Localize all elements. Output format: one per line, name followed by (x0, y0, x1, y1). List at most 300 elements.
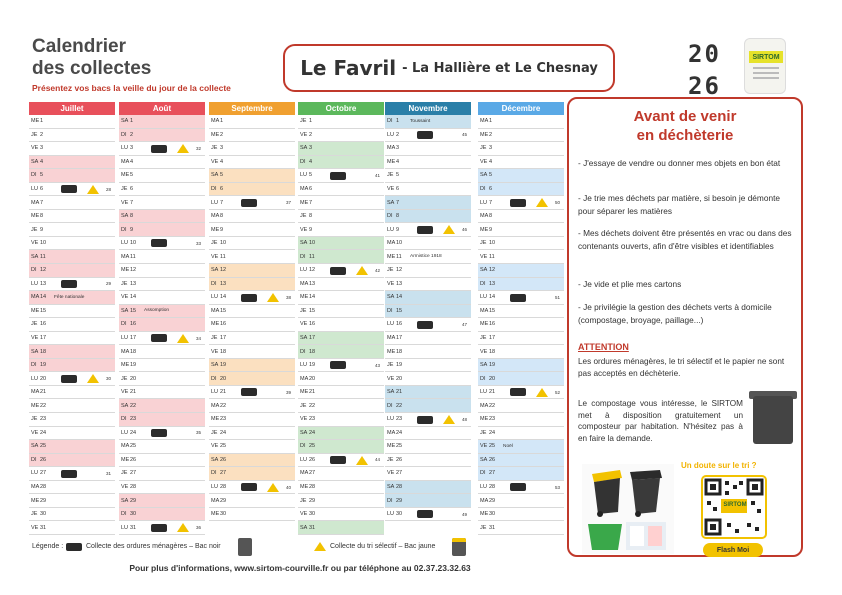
day-abbr: LU (31, 186, 39, 192)
day-abbr: DI (31, 172, 37, 179)
day-abbr: MA (31, 199, 40, 206)
day-abbr: VE (31, 145, 39, 152)
sirtom-logo-text: SIRTOM (749, 51, 783, 63)
day-row (209, 183, 295, 197)
holiday-label: Assomption (144, 308, 170, 314)
day-row (29, 223, 115, 237)
day-row (29, 169, 115, 183)
day-abbr: SA (480, 456, 488, 463)
day-number: 8 (220, 213, 224, 220)
day-number: 29 (40, 497, 47, 504)
day-abbr: SA (31, 158, 39, 165)
day-number: 9 (396, 226, 400, 233)
day-number: 8 (130, 213, 134, 220)
day-row (298, 386, 384, 400)
day-number: 23 (40, 416, 47, 423)
day-row (119, 399, 205, 413)
day-abbr: LU (480, 484, 488, 491)
day-row (478, 169, 564, 183)
day-number: 16 (309, 321, 316, 328)
day-abbr: SA (300, 145, 308, 152)
day-number: 3 (220, 145, 224, 152)
day-row (478, 223, 564, 237)
day-number: 29 (220, 497, 227, 504)
day-abbr: MA (211, 402, 220, 409)
day-abbr: MA (387, 335, 396, 342)
bin-icon (417, 510, 433, 518)
triangle-icon (267, 293, 279, 302)
day-row (29, 318, 115, 332)
day-row (119, 494, 205, 508)
bin-icon (66, 543, 82, 551)
day-abbr: VE (387, 280, 395, 287)
day-abbr: VE (121, 389, 129, 396)
day-row (209, 440, 295, 454)
day-row (29, 156, 115, 170)
day-abbr: JE (300, 118, 307, 125)
triangle-icon (356, 266, 368, 275)
day-number: 22 (220, 402, 227, 409)
day-number: 20 (309, 375, 316, 382)
day-abbr: VE (387, 186, 395, 192)
day-row (209, 454, 295, 468)
day-abbr: VE (480, 443, 488, 450)
day-number: 1 (309, 118, 313, 125)
day-row (385, 508, 471, 522)
day-row (298, 440, 384, 454)
day-row (29, 481, 115, 495)
triangle-icon (443, 415, 455, 424)
bin-icon (330, 267, 346, 275)
day-number: 18 (130, 348, 137, 355)
day-row (298, 156, 384, 170)
week-number: 52 (554, 389, 560, 395)
day-abbr: JE (211, 429, 218, 436)
day-row (209, 427, 295, 441)
week-number: 30 (105, 376, 111, 382)
day-number: 22 (130, 402, 137, 409)
day-row (298, 467, 384, 481)
day-number: 5 (130, 172, 134, 179)
day-row (385, 386, 471, 400)
day-row (385, 210, 471, 224)
triangle-icon (87, 374, 99, 383)
day-row (209, 142, 295, 156)
day-row (119, 264, 205, 278)
day-number: 17 (309, 335, 316, 342)
week-number: 36 (195, 525, 201, 531)
day-abbr: ME (121, 362, 130, 369)
month-header: Octobre (298, 102, 384, 115)
day-number: 24 (40, 429, 47, 436)
day-row (478, 332, 564, 346)
day-row (119, 210, 205, 224)
day-abbr: DI (300, 348, 306, 355)
day-abbr: JE (387, 362, 394, 369)
holiday-label: Fête nationale (54, 294, 85, 300)
day-number: 31 (309, 524, 316, 531)
day-abbr: MA (480, 497, 489, 504)
day-row (119, 291, 205, 305)
day-row (298, 372, 384, 386)
day-abbr: SA (121, 213, 129, 220)
day-row (209, 169, 295, 183)
day-abbr: JE (121, 186, 128, 192)
day-abbr: LU (211, 294, 219, 301)
day-row (209, 332, 295, 346)
day-number: 28 (40, 484, 47, 491)
day-abbr: ME (387, 158, 396, 165)
day-number: 4 (220, 158, 224, 165)
day-number: 25 (220, 443, 227, 450)
day-abbr: ME (387, 443, 396, 450)
commune-name: Le Favril (300, 56, 397, 80)
day-abbr: LU (31, 375, 39, 382)
day-number: 9 (40, 226, 44, 233)
day-row (119, 129, 205, 143)
day-row (119, 427, 205, 441)
triangle-icon (314, 542, 326, 551)
day-number: 16 (489, 321, 496, 328)
day-number: 25 (40, 443, 47, 450)
day-abbr: SA (480, 172, 488, 179)
day-abbr: MA (480, 213, 489, 220)
day-number: 8 (396, 213, 400, 220)
day-abbr: JE (480, 145, 487, 152)
day-number: 16 (396, 321, 403, 328)
day-number: 18 (309, 348, 316, 355)
day-row (478, 318, 564, 332)
day-row (385, 345, 471, 359)
day-number: 19 (489, 362, 496, 369)
day-abbr: DI (387, 118, 393, 125)
day-row (29, 305, 115, 319)
day-number: 11 (220, 253, 226, 260)
day-row (385, 115, 471, 129)
day-number: 17 (130, 335, 137, 342)
day-abbr: VE (121, 484, 129, 491)
day-abbr: MA (121, 253, 130, 260)
day-abbr: ME (31, 307, 40, 314)
day-abbr: DI (121, 511, 127, 518)
day-abbr: LU (121, 335, 129, 342)
day-row (385, 399, 471, 413)
day-row (478, 372, 564, 386)
day-row (385, 183, 471, 197)
bin-icon (417, 226, 433, 234)
day-abbr: SA (387, 484, 395, 491)
week-number: 33 (195, 240, 201, 246)
day-number: 15 (40, 307, 47, 314)
week-number: 48 (461, 416, 467, 422)
day-row (298, 291, 384, 305)
day-abbr: SA (211, 362, 219, 369)
day-abbr: VE (300, 511, 308, 518)
day-abbr: SA (480, 362, 488, 369)
day-abbr: VE (300, 131, 308, 138)
week-number: 53 (554, 484, 560, 490)
day-number: 1 (220, 118, 224, 125)
day-row (298, 318, 384, 332)
tip-item: - Mes déchets doivent être présentés en vrac ou dans des contenants ouverts, afin d'être visibles et identifiables (578, 228, 792, 251)
day-number: 21 (220, 389, 227, 396)
day-row (119, 223, 205, 237)
day-row (478, 413, 564, 427)
day-abbr: JE (480, 429, 487, 436)
day-number: 22 (396, 402, 403, 409)
day-row (298, 142, 384, 156)
doubt-title: Un doute sur le tri ? (681, 461, 757, 470)
day-abbr: LU (121, 524, 129, 531)
day-abbr: MA (31, 484, 40, 491)
day-abbr: LU (300, 267, 308, 274)
day-row (478, 508, 564, 522)
flash-button[interactable] (703, 543, 763, 557)
month-header: Août (119, 102, 205, 115)
day-abbr: SA (300, 429, 308, 436)
day-row (119, 440, 205, 454)
bin-icon (510, 294, 526, 302)
day-number: 28 (220, 484, 227, 491)
bin-icon (151, 524, 167, 532)
day-number: 30 (309, 511, 316, 518)
composter-image (753, 396, 793, 444)
day-row (385, 142, 471, 156)
day-number: 3 (396, 145, 400, 152)
day-number: 22 (309, 402, 316, 409)
tip-item: - J'essaye de vendre ou donner mes objets en bon état (578, 158, 781, 168)
day-abbr: ME (31, 402, 40, 409)
day-number: 26 (309, 456, 316, 463)
day-abbr: MA (121, 158, 130, 165)
day-row (385, 169, 471, 183)
tip-item: - Je trie mes déchets par matière, si besoin je démonte pour séparer les matières (578, 193, 780, 216)
day-abbr: LU (121, 429, 129, 436)
bin-icon (61, 375, 77, 383)
day-abbr: DI (121, 131, 127, 138)
day-abbr: LU (31, 470, 39, 477)
day-abbr: SA (300, 335, 308, 342)
day-row (29, 196, 115, 210)
day-row (119, 183, 205, 197)
day-abbr: LU (121, 145, 129, 152)
info-title (569, 107, 801, 145)
bin-icon (330, 361, 346, 369)
day-row (29, 372, 115, 386)
day-abbr: DI (31, 362, 37, 369)
triangle-icon (267, 483, 279, 492)
day-abbr: JE (31, 321, 38, 328)
bin-icon (330, 456, 346, 464)
day-number: 30 (396, 511, 403, 518)
commune-banner (283, 44, 615, 92)
day-abbr: DI (300, 253, 306, 260)
day-number: 14 (130, 294, 137, 301)
day-row (29, 332, 115, 346)
day-abbr: ME (211, 321, 220, 328)
day-abbr: ME (480, 131, 489, 138)
day-number: 21 (40, 389, 47, 396)
week-number: 40 (285, 484, 291, 490)
attention-text: Les ordures ménagères, le tri sélectif et le papier ne sont pas acceptés en déchèterie. (578, 357, 785, 378)
day-row (478, 467, 564, 481)
day-row (209, 345, 295, 359)
day-abbr: MA (211, 307, 220, 314)
day-row (29, 142, 115, 156)
day-number: 11 (40, 253, 46, 260)
month-column-novembre (385, 102, 471, 521)
day-row (119, 278, 205, 292)
day-number: 17 (40, 335, 47, 342)
day-number: 6 (309, 186, 313, 192)
day-number: 29 (489, 497, 496, 504)
day-row (298, 237, 384, 251)
day-number: 19 (309, 362, 316, 369)
day-number: 20 (396, 375, 403, 382)
day-row (478, 494, 564, 508)
week-number: 34 (195, 335, 201, 341)
week-number: 42 (374, 267, 380, 273)
day-row (119, 521, 205, 535)
day-number: 26 (130, 456, 137, 463)
day-abbr: JE (480, 524, 487, 531)
day-number: 18 (40, 348, 47, 355)
day-abbr: VE (387, 470, 395, 477)
day-number: 26 (396, 456, 403, 463)
day-number: 8 (40, 213, 44, 220)
day-row (385, 318, 471, 332)
day-number: 5 (489, 172, 493, 179)
day-row (298, 413, 384, 427)
week-number: 29 (105, 281, 111, 287)
day-abbr: VE (31, 240, 39, 247)
sirtom-logo (744, 38, 786, 94)
day-number: 16 (40, 321, 47, 328)
day-abbr: ME (31, 118, 40, 125)
month-header: Juillet (29, 102, 115, 115)
day-abbr: MA (300, 375, 309, 382)
month-column-septembre (209, 102, 295, 521)
day-abbr: VE (211, 348, 219, 355)
day-abbr: JE (300, 213, 307, 220)
day-number: 7 (220, 199, 224, 206)
day-number: 23 (489, 416, 496, 423)
holiday-label: Toussaint (410, 118, 431, 124)
day-row (209, 237, 295, 251)
day-row (29, 291, 115, 305)
day-row (385, 372, 471, 386)
day-row (209, 318, 295, 332)
day-row (385, 291, 471, 305)
qr-label: SIRTOM (723, 502, 747, 508)
day-abbr: ME (300, 294, 309, 301)
day-abbr: ME (211, 226, 220, 233)
week-number: 45 (461, 132, 467, 138)
attention-title: ATTENTION (578, 342, 629, 352)
day-abbr: LU (387, 321, 395, 328)
bin-icon (151, 145, 167, 153)
day-row (385, 332, 471, 346)
day-abbr: MA (31, 389, 40, 396)
week-number: 32 (195, 145, 201, 151)
day-number: 12 (309, 267, 316, 274)
day-number: 7 (396, 199, 400, 206)
day-number: 13 (489, 280, 496, 287)
day-row (29, 399, 115, 413)
day-abbr: ME (121, 456, 130, 463)
day-number: 2 (220, 131, 224, 138)
day-row (29, 250, 115, 264)
day-number: 24 (396, 429, 403, 436)
day-row (209, 372, 295, 386)
legend-bin-text: Collecte des ordures ménagères – Bac noir (86, 543, 221, 550)
day-row (478, 427, 564, 441)
day-number: 21 (130, 389, 137, 396)
day-row (29, 359, 115, 373)
day-abbr: MA (211, 497, 220, 504)
day-number: 24 (489, 429, 496, 436)
month-column-aout (119, 102, 205, 535)
info-title-line2: en déchèterie (636, 127, 734, 144)
day-abbr: LU (300, 172, 308, 179)
day-number: 1 (489, 118, 493, 125)
week-number: 39 (285, 389, 291, 395)
day-row (385, 305, 471, 319)
day-number: 28 (396, 484, 403, 491)
day-row (29, 183, 115, 197)
triangle-icon (356, 456, 368, 465)
day-number: 26 (40, 456, 47, 463)
day-abbr: LU (387, 511, 395, 518)
day-abbr: VE (387, 375, 395, 382)
day-row (298, 210, 384, 224)
day-row (29, 521, 115, 535)
day-number: 30 (489, 511, 496, 518)
day-number: 17 (489, 335, 496, 342)
day-number: 28 (489, 484, 496, 491)
day-abbr: LU (211, 484, 219, 491)
day-abbr: LU (387, 131, 395, 138)
day-abbr: JE (387, 267, 394, 274)
day-abbr: ME (480, 321, 489, 328)
day-abbr: JE (31, 511, 38, 518)
day-abbr: MA (121, 348, 130, 355)
qr-code[interactable] (701, 475, 767, 539)
day-abbr: VE (480, 253, 488, 260)
week-number: 31 (105, 470, 111, 476)
bin-icon (61, 470, 77, 478)
day-abbr: ME (211, 416, 220, 423)
day-number: 18 (220, 348, 227, 355)
day-abbr: SA (31, 253, 39, 260)
bin-icon (417, 321, 433, 329)
month-header: Novembre (385, 102, 471, 115)
day-abbr: SA (300, 240, 308, 247)
day-number: 1 (130, 118, 134, 125)
bin-icon (510, 199, 526, 207)
day-abbr: SA (387, 294, 395, 301)
logo-line (753, 72, 779, 74)
day-abbr: ME (480, 226, 489, 233)
day-number: 10 (309, 240, 316, 247)
day-number: 31 (130, 524, 137, 531)
day-number: 2 (396, 131, 400, 138)
day-row (298, 264, 384, 278)
day-abbr: DI (300, 158, 306, 165)
day-abbr: SA (121, 402, 129, 409)
day-row (385, 250, 471, 264)
day-number: 7 (130, 199, 134, 206)
